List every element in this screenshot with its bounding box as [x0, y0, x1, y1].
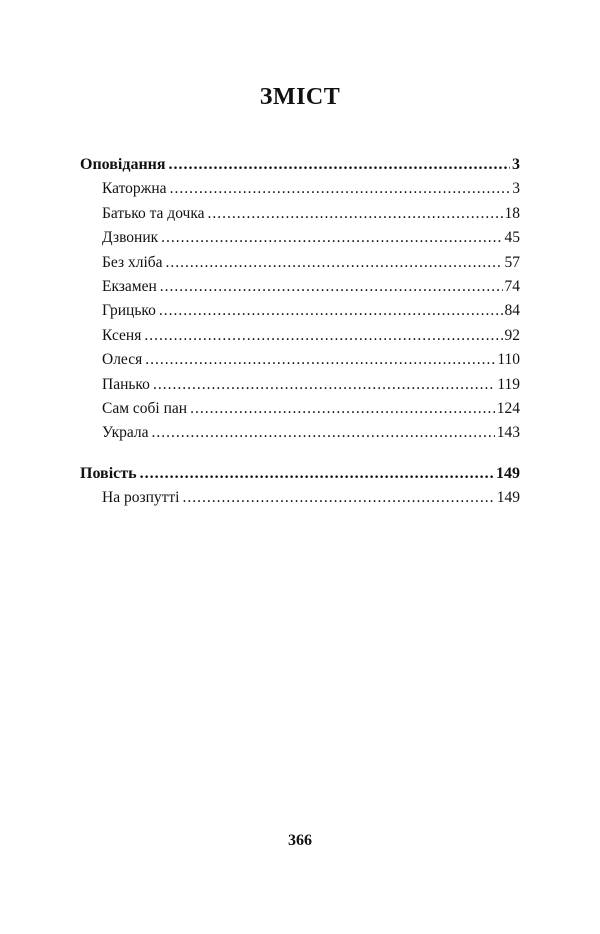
toc-entry-page: 92 — [504, 326, 520, 344]
toc-entry-title: Олеся — [102, 351, 143, 369]
toc-entry-title: Грицько — [102, 302, 156, 320]
toc-entry-title: Сам собі пан — [102, 399, 188, 417]
toc-entry-page: 124 — [496, 399, 520, 417]
dot-leader — [159, 302, 503, 320]
toc-entry-page: 143 — [496, 424, 520, 442]
dot-leader — [170, 180, 511, 198]
page-title: ЗМІСТ — [259, 84, 341, 110]
dot-leader — [169, 156, 510, 174]
table-of-contents — [80, 156, 520, 513]
dot-leader — [182, 489, 494, 507]
toc-section[interactable] — [80, 465, 520, 489]
toc-entry-page: 57 — [504, 253, 520, 271]
toc-entry-title: Ксеня — [102, 326, 142, 344]
toc-entry-title: Без хліба — [102, 253, 163, 271]
dot-leader — [140, 465, 494, 483]
toc-item[interactable] — [80, 254, 520, 278]
toc-entry-title: Екзамен — [102, 277, 157, 295]
toc-entry-page: 119 — [497, 375, 520, 393]
toc-entry-page: 18 — [504, 204, 520, 222]
toc-item[interactable] — [80, 424, 520, 448]
toc-section[interactable] — [80, 156, 520, 180]
dot-leader — [153, 376, 495, 394]
toc-entry-title: Дзвоник — [102, 229, 159, 247]
toc-item[interactable] — [80, 489, 520, 513]
toc-entry-page: 3 — [512, 180, 520, 198]
dot-leader — [161, 229, 502, 247]
dot-leader — [190, 400, 495, 418]
toc-item[interactable] — [80, 302, 520, 326]
dot-leader — [160, 278, 503, 296]
toc-entry-title: Панько — [102, 375, 150, 393]
toc-item[interactable] — [80, 327, 520, 351]
toc-entry-title: Каторжна — [102, 180, 167, 198]
toc-item[interactable] — [80, 278, 520, 302]
page-number: 366 — [288, 832, 312, 849]
dot-leader — [145, 351, 495, 369]
toc-item[interactable] — [80, 229, 520, 253]
dot-leader — [144, 327, 502, 345]
toc-entry-page: 149 — [496, 489, 520, 507]
dot-leader — [152, 424, 495, 442]
toc-entry-page: 45 — [504, 229, 520, 247]
toc-item[interactable] — [80, 180, 520, 204]
toc-item[interactable] — [80, 205, 520, 229]
toc-entry-title: Украла — [102, 424, 149, 442]
toc-entry-title: Оповідання — [80, 156, 166, 173]
toc-entry-title: Повість — [80, 464, 137, 482]
toc-entry-page: 84 — [504, 302, 520, 320]
toc-item[interactable] — [80, 351, 520, 375]
dot-leader — [166, 254, 503, 272]
toc-entry-page: 149 — [496, 464, 520, 482]
toc-entry-title: На розпутті — [102, 489, 180, 507]
toc-entry-page: 3 — [512, 156, 520, 173]
toc-item[interactable] — [80, 376, 520, 400]
toc-entry-page: 74 — [504, 277, 520, 295]
toc-entry-title: Батько та дочка — [102, 204, 205, 222]
dot-leader — [208, 205, 503, 223]
toc-entry-page: 110 — [497, 351, 520, 369]
toc-item[interactable] — [80, 400, 520, 424]
